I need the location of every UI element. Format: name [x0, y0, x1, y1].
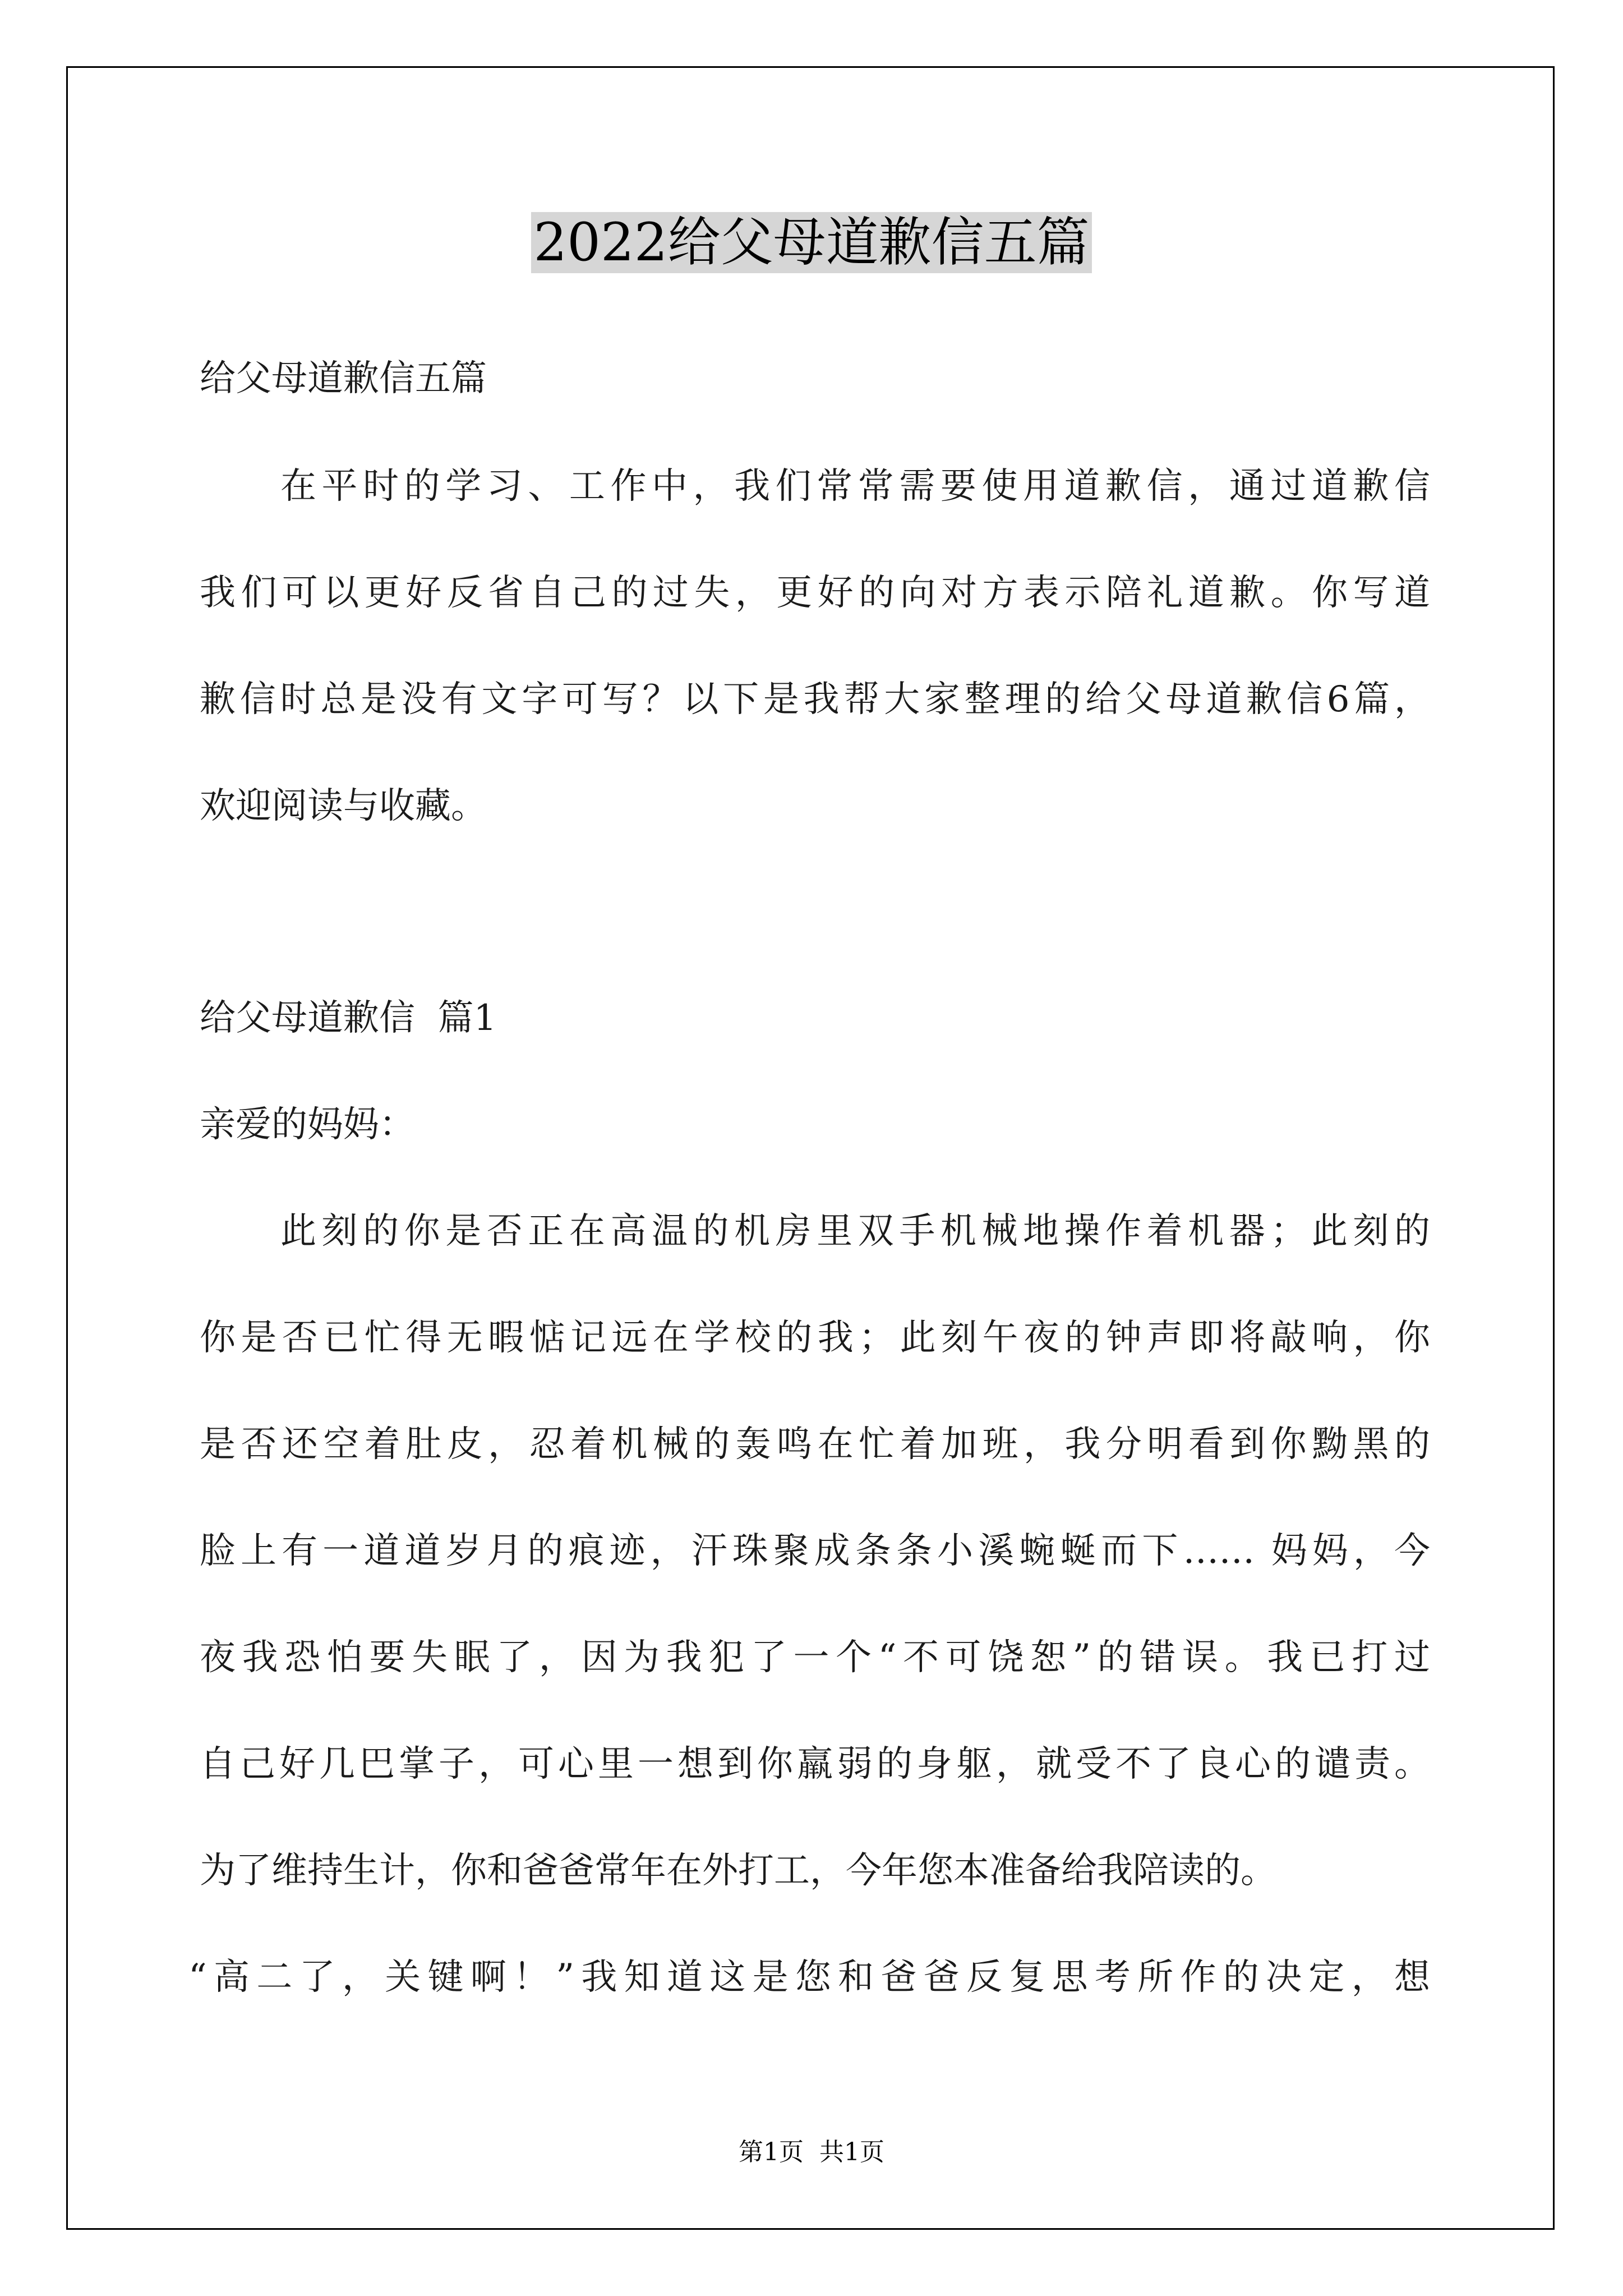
intro-line-1: 在平时的学习、工作中，我们常常需要使用道歉信，通过道歉信	[280, 466, 1430, 507]
page-footer	[0, 2132, 1623, 2168]
body-line-5: 夜我恐怕要失眠了，因为我犯了一个“不可饶恕”的错误。我已打过	[200, 1637, 1430, 1678]
body-line-1: 此刻的你是否正在高温的机房里双手机械地操作着机器；此刻的	[280, 1211, 1430, 1252]
salutation: 亲爱的妈妈：	[200, 1104, 415, 1145]
subtitle: 给父母道歉信五篇	[200, 358, 487, 399]
intro-line-3: 歉信时总是没有文字可写？以下是我帮大家整理的给父母道歉信6篇，	[200, 679, 1430, 720]
body-line-2: 你是否已忙得无暇惦记远在学校的我；此刻午夜的钟声即将敲响，你	[200, 1317, 1430, 1359]
page-total: 共1页	[819, 2138, 884, 2166]
body-line-8: “高二了，关键啊！”我知道这是您和爸爸反复思考所作的决定，想	[188, 1957, 1430, 1998]
body-line-3: 是否还空着肚皮，忍着机械的轰鸣在忙着加班，我分明看到你黝黑的	[200, 1424, 1430, 1465]
document-title-text: 2022给父母道歉信五篇	[531, 212, 1091, 273]
body-line-6: 自己好几巴掌子，可心里一想到你羸弱的身躯，就受不了良心的谴责。	[200, 1743, 1430, 1785]
intro-line-2: 我们可以更好反省自己的过失，更好的向对方表示陪礼道歉。你写道	[200, 572, 1430, 614]
body-line-4: 脸上有一道道岁月的痕迹，汗珠聚成条条小溪蜿蜒而下…… 妈妈，今	[200, 1530, 1430, 1572]
page-number: 第1页	[739, 2138, 804, 2166]
document-title	[0, 206, 1623, 279]
section-heading: 给父母道歉信 篇1	[200, 997, 497, 1039]
body-line-7: 为了维持生计，你和爸爸常年在外打工，今年您本准备给我陪读的。	[200, 1850, 1276, 1892]
intro-line-4: 欢迎阅读与收藏。	[200, 785, 487, 827]
